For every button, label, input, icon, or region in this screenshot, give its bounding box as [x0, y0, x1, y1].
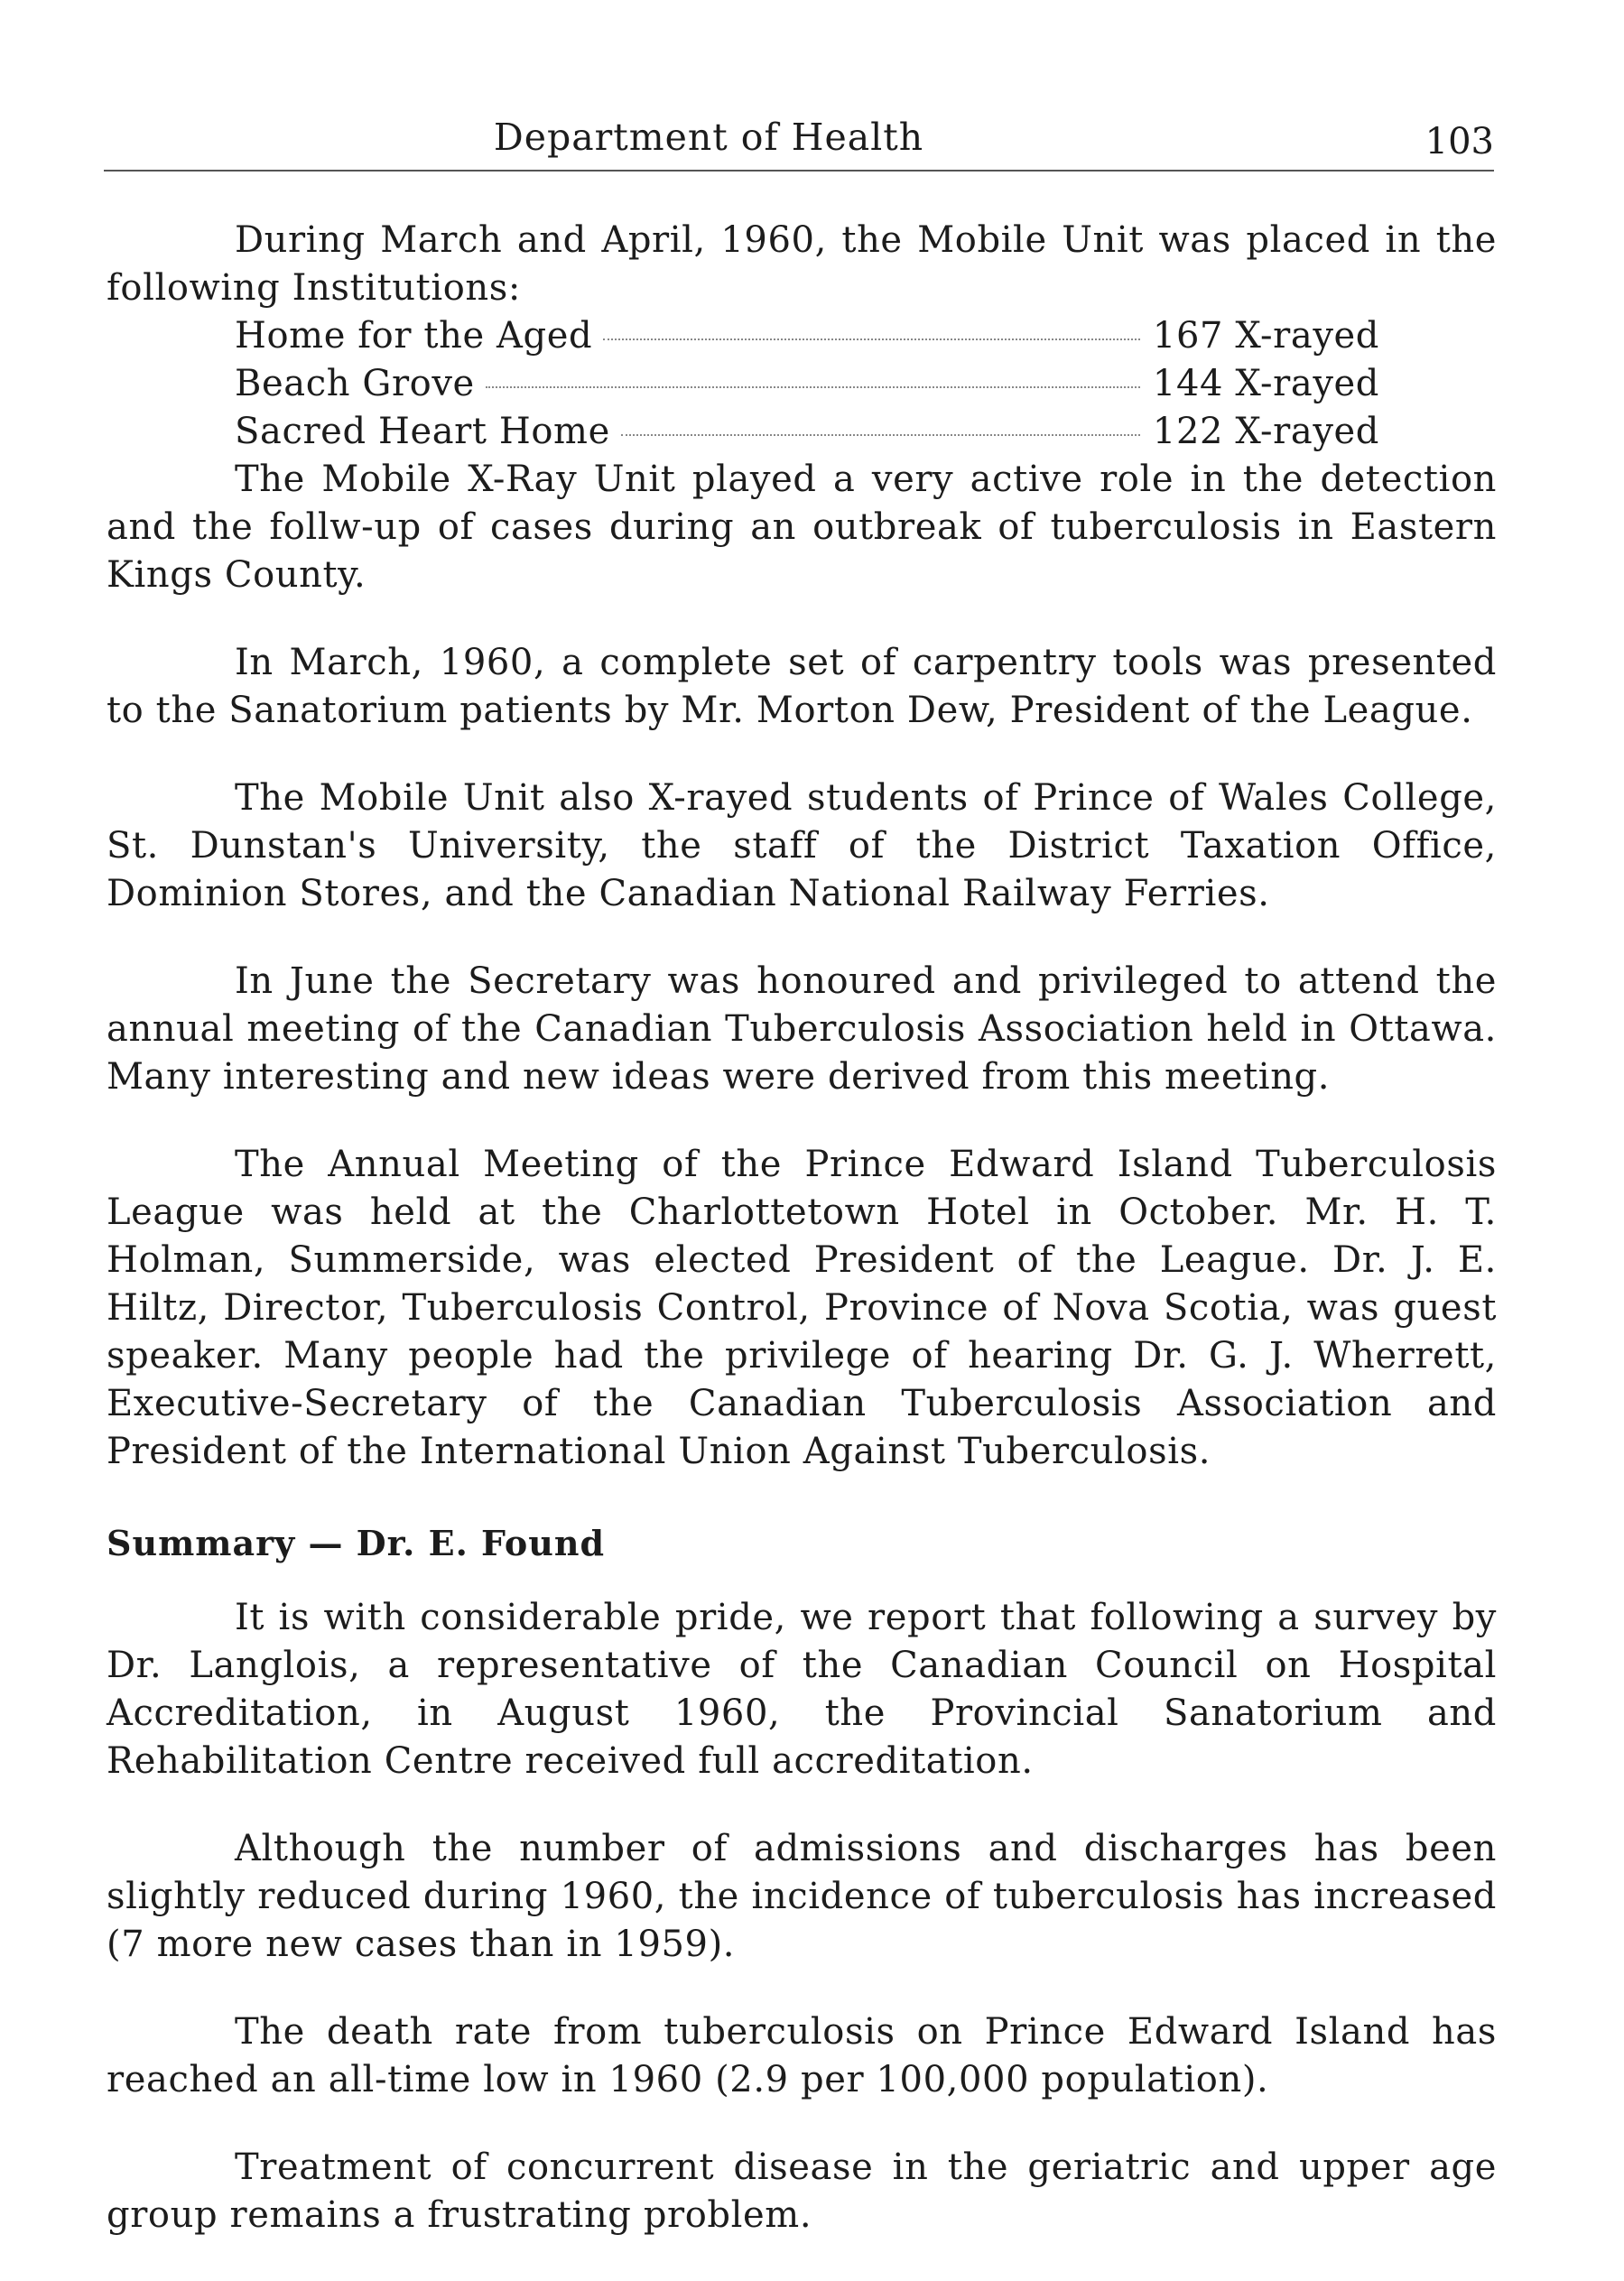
running-title: Department of Health: [493, 116, 924, 159]
xray-row: [107, 408, 1497, 456]
paragraph: In June the Secretary was honoured and privileged to attend the annual meeting of the Canadian Tuberculosis Association held in Ottawa. Many interesting and new ideas were derived from this meeting.: [107, 960, 1497, 1098]
paragraph: The Mobile X-Ray Unit played a very active role in the detection and the follw-up of cases during an outbreak of tuberculosis in Eastern Kings County.: [107, 459, 1497, 596]
dot-leader: [486, 386, 1140, 388]
dot-leader: [603, 338, 1140, 340]
xray-count: 167 X-rayed: [1152, 315, 1379, 357]
running-header: [104, 116, 1494, 170]
xray-place: Beach Grove: [235, 363, 475, 404]
summary-paragraph: Although the number of admissions and discharges has been slightly reduced during 1960, the incidence of tuberculosis has increased (7 more new cases than in 1959).: [107, 1828, 1497, 1965]
xray-row: [107, 360, 1497, 408]
xray-row: [107, 312, 1497, 360]
xray-count: 144 X-rayed: [1152, 363, 1379, 404]
xray-count: 122 X-rayed: [1152, 411, 1379, 452]
paragraph: In March, 1960, a complete set of carpentry tools was presented to the Sanatorium patients by Mr. Morton Dew, President of the League.: [107, 642, 1497, 731]
paragraph: The Mobile Unit also X-rayed students of Prince of Wales College, St. Dunstan's University, the staff of the District Taxation Office, Dominion Stores, and the Canadian National Railway Ferries.: [107, 777, 1497, 914]
xray-list: [107, 312, 1497, 456]
summary-paragraph: Treatment of concurrent disease in the geriatric and upper age group remains a frustrating problem.: [107, 2147, 1497, 2236]
intro-paragraph: During March and April, 1960, the Mobile Unit was placed in the following Institutions:: [107, 219, 1497, 309]
summary-paragraph: It is with considerable pride, we report that following a survey by Dr. Langlois, a representative of the Canadian Council on Hospital Accreditation, in August 1960, the Provincial Sanatorium and Rehabilitation Centre received full accreditation.: [107, 1597, 1497, 1782]
section-heading: Summary — Dr. E. Found: [107, 1523, 606, 1563]
xray-place: Home for the Aged: [235, 315, 593, 357]
body-text: [107, 217, 1497, 2239]
dot-leader: [621, 434, 1140, 436]
summary-paragraph: The death rate from tuberculosis on Prince Edward Island has reached an all-time low in 1960 (2.9 per 100,000 population).: [107, 2011, 1497, 2100]
paragraph: The Annual Meeting of the Prince Edward Island Tuberculosis League was held at the Charlottetown Hotel in October. Mr. H. T. Holman, Summerside, was elected President of the League. Dr. J. E. Hiltz, Director, Tuberculosis Control, Province of Nova Scotia, was guest speaker. Many people had the privilege of hearing Dr. G. J. Wherrett, Executive-Secretary of the Canadian Tuberculosis Association and President of the International Union Against Tuberculosis.: [107, 1144, 1497, 1472]
page-number: 103: [1424, 121, 1494, 162]
xray-place: Sacred Heart Home: [235, 411, 610, 452]
header-rule: [104, 170, 1494, 172]
